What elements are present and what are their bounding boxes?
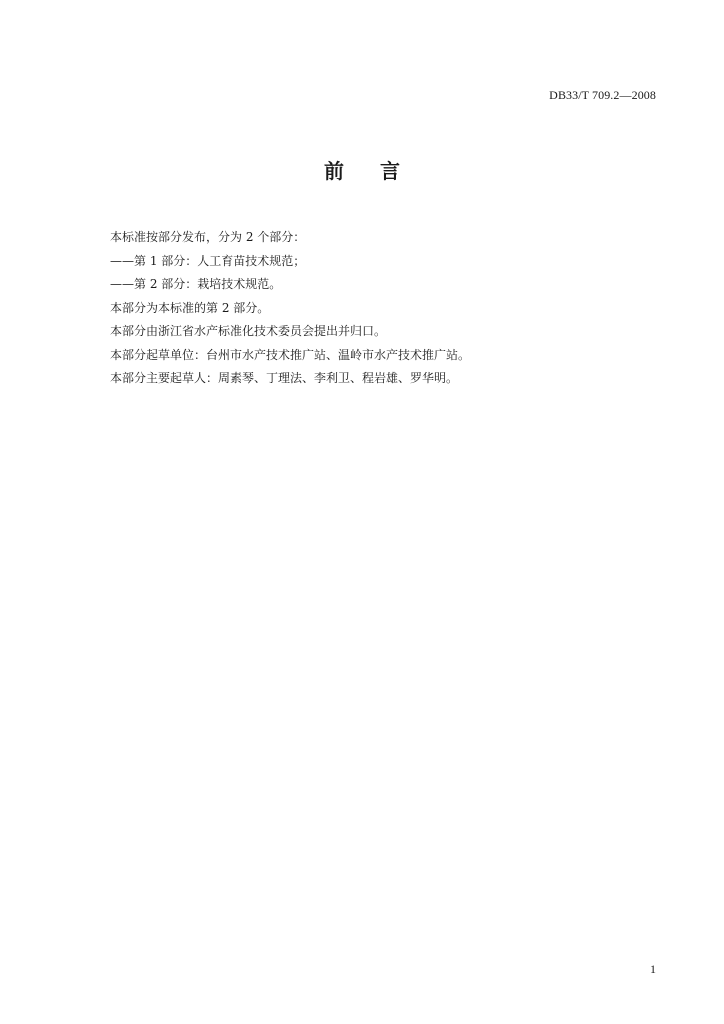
paragraph-this-part: 本部分为本标准的第 2 部分。 [110,300,270,315]
document-code: DB33/T 709.2—2008 [549,88,656,102]
foreword-body [110,226,656,391]
paragraph-drafters: 本部分主要起草人：周素琴、丁理法、李利卫、程岩雄、罗华明。 [110,371,459,385]
page-title [0,155,724,184]
paragraph-drafting-units: 本部分起草单位：台州市水产技术推广站、温岭市水产技术推广站。 [110,347,471,362]
paragraph-part-1: ——第 1 部分：人工育苗技术规范； [110,253,306,268]
paragraph-part-2: ——第 2 部分：栽培技术规范。 [110,277,282,291]
title-char-2: 言 [380,159,400,183]
page-number: 1 [650,962,656,976]
title-char-1: 前 [324,159,344,183]
paragraph-proposer: 本部分由浙江省水产标准化技术委员会提出并归口。 [110,324,387,338]
paragraph-parts-overview: 本标准按部分发布，分为 2 个部分： [110,230,306,244]
